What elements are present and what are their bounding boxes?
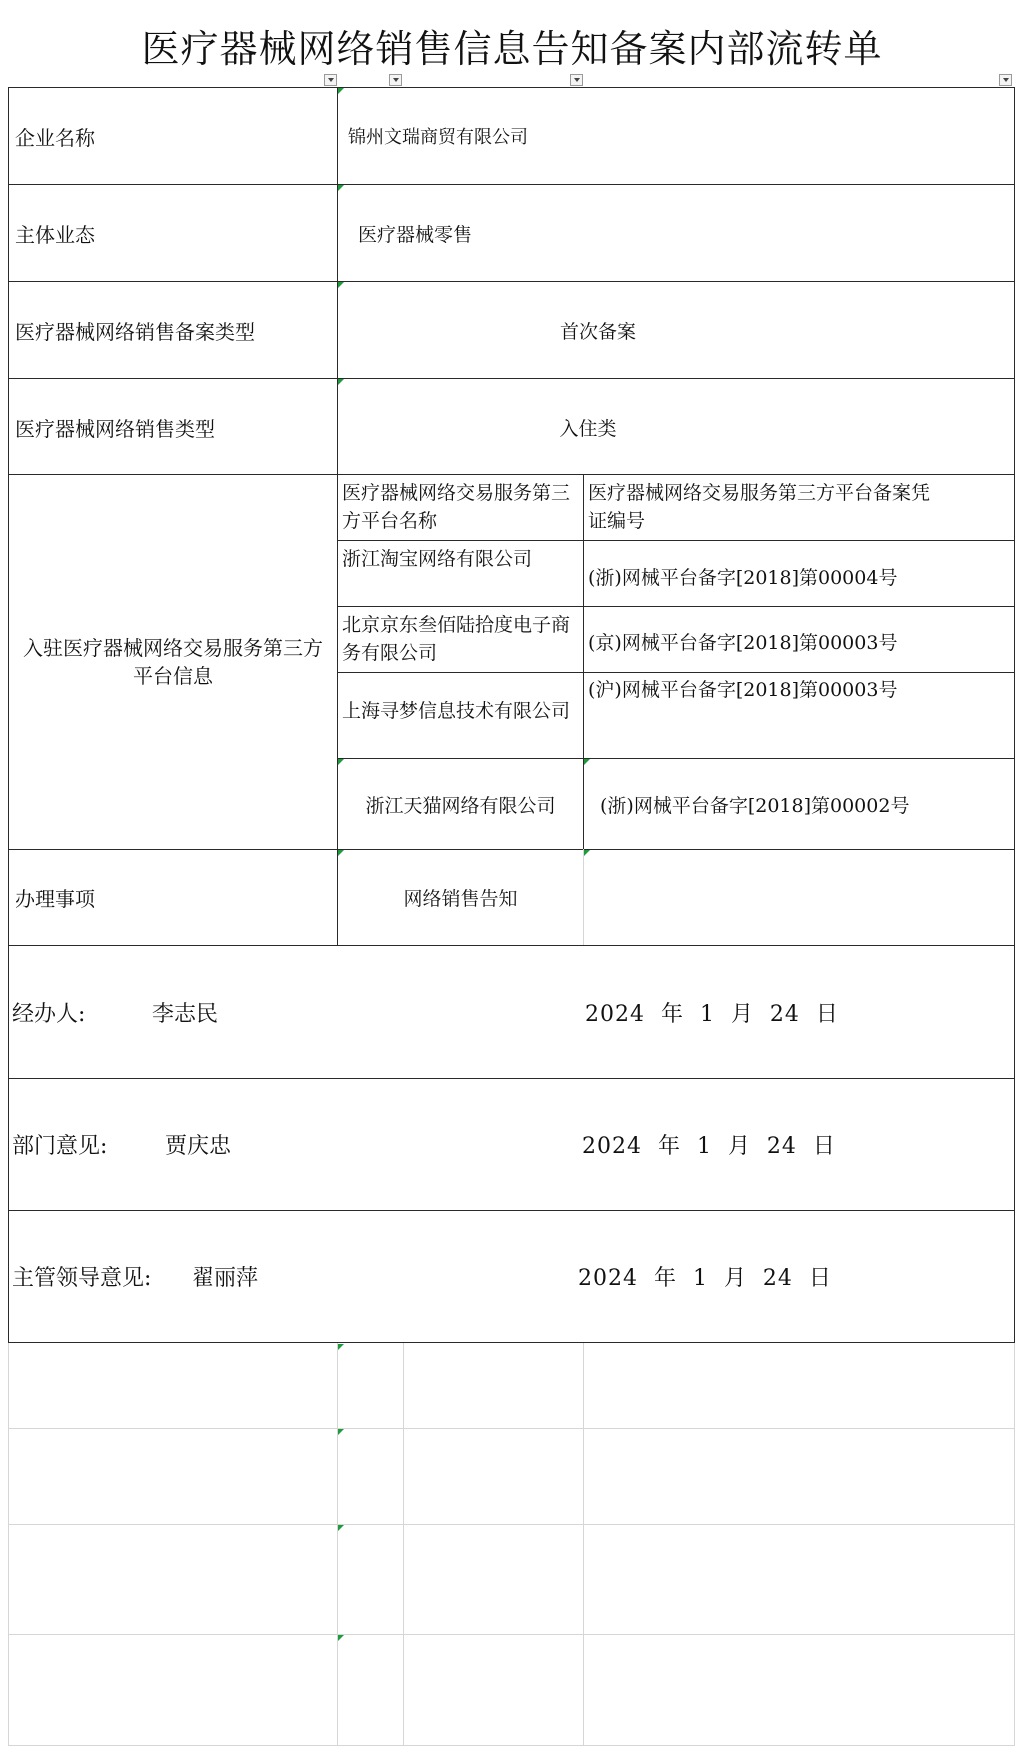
handler-name[interactable]: 李志民 — [152, 1001, 219, 1027]
company-value[interactable]: 锦州文瑞商贸有限公司 — [348, 127, 528, 148]
company-label: 企业名称 — [15, 125, 95, 150]
sales-type-label: 医疗器械网络销售类型 — [15, 416, 215, 441]
filter-dropdown-button[interactable] — [324, 74, 337, 86]
leader-name[interactable]: 翟丽萍 — [192, 1266, 259, 1291]
handler-date[interactable]: 2024 年 1 月 24 日 — [585, 1001, 839, 1027]
platform-name-header: 医疗器械网络交易服务第三方平台名称 — [342, 482, 571, 532]
platform-cert-cell[interactable]: (浙)网械平台备字[2018]第00002号 — [600, 794, 910, 817]
column-divider — [583, 849, 584, 945]
filter-dropdown-button[interactable] — [999, 74, 1012, 86]
platform-name-cell[interactable]: 北京京东叁佰陆拾度电子商务有限公司 — [342, 614, 571, 664]
grid-line — [8, 1634, 1015, 1635]
leader-date[interactable]: 2024 年 1 月 24 日 — [578, 1266, 832, 1291]
grid-line — [8, 1524, 1015, 1525]
department-name[interactable]: 贾庆忠 — [165, 1134, 232, 1159]
leader-label: 主管领导意见: — [12, 1266, 152, 1291]
grid-line — [8, 1745, 1015, 1746]
grid-line — [403, 1343, 404, 1746]
comment-marker — [338, 1344, 344, 1350]
platform-cert-cell[interactable]: (京)网械平台备字[2018]第00003号 — [588, 631, 898, 654]
business-type-value[interactable]: 医疗器械零售 — [358, 223, 473, 246]
platform-cert-cell[interactable]: (浙)网械平台备字[2018]第00004号 — [588, 566, 898, 589]
handler-label: 经办人: — [12, 1001, 86, 1027]
comment-marker — [338, 185, 344, 191]
comment-marker — [584, 759, 590, 765]
filter-dropdown-button[interactable] — [570, 74, 583, 86]
grid-line — [583, 1343, 584, 1746]
platform-cert-header: 医疗器械网络交易服务第三方平台备案凭证编号 — [588, 482, 931, 532]
comment-marker — [338, 1429, 344, 1435]
filing-type-value[interactable]: 首次备案 — [559, 320, 636, 343]
table-border — [1014, 87, 1015, 1343]
comment-marker — [338, 1525, 344, 1531]
platforms-label: 入驻医疗器械网络交易服务第三方平台信息 — [23, 636, 323, 688]
department-date[interactable]: 2024 年 1 月 24 日 — [582, 1134, 836, 1159]
matter-label: 办理事项 — [15, 887, 95, 911]
department-label: 部门意见: — [12, 1134, 108, 1159]
grid-line — [8, 1343, 9, 1746]
comment-marker — [338, 88, 344, 94]
business-type-label: 主体业态 — [15, 222, 95, 247]
platform-cert-cell[interactable]: (沪)网械平台备字[2018]第00003号 — [588, 678, 898, 701]
table-border — [8, 1342, 1015, 1343]
platform-name-cell[interactable]: 浙江天猫网络有限公司 — [365, 794, 556, 817]
filter-dropdown-button[interactable] — [389, 74, 402, 86]
page-title: 医疗器械网络销售信息告知备案内部流转单 — [141, 27, 883, 71]
grid-line — [337, 1343, 338, 1746]
platform-name-cell[interactable]: 浙江淘宝网络有限公司 — [342, 548, 533, 570]
grid-line — [8, 1428, 1015, 1429]
filing-type-label: 医疗器械网络销售备案类型 — [15, 319, 255, 344]
grid-line — [1014, 1343, 1015, 1746]
matter-value[interactable]: 网络销售告知 — [403, 888, 518, 910]
comment-marker — [338, 1635, 344, 1641]
sales-type-value[interactable]: 入住类 — [559, 417, 617, 440]
comment-marker — [584, 850, 590, 856]
platform-name-cell[interactable]: 上海寻梦信息技术有限公司 — [342, 700, 571, 722]
